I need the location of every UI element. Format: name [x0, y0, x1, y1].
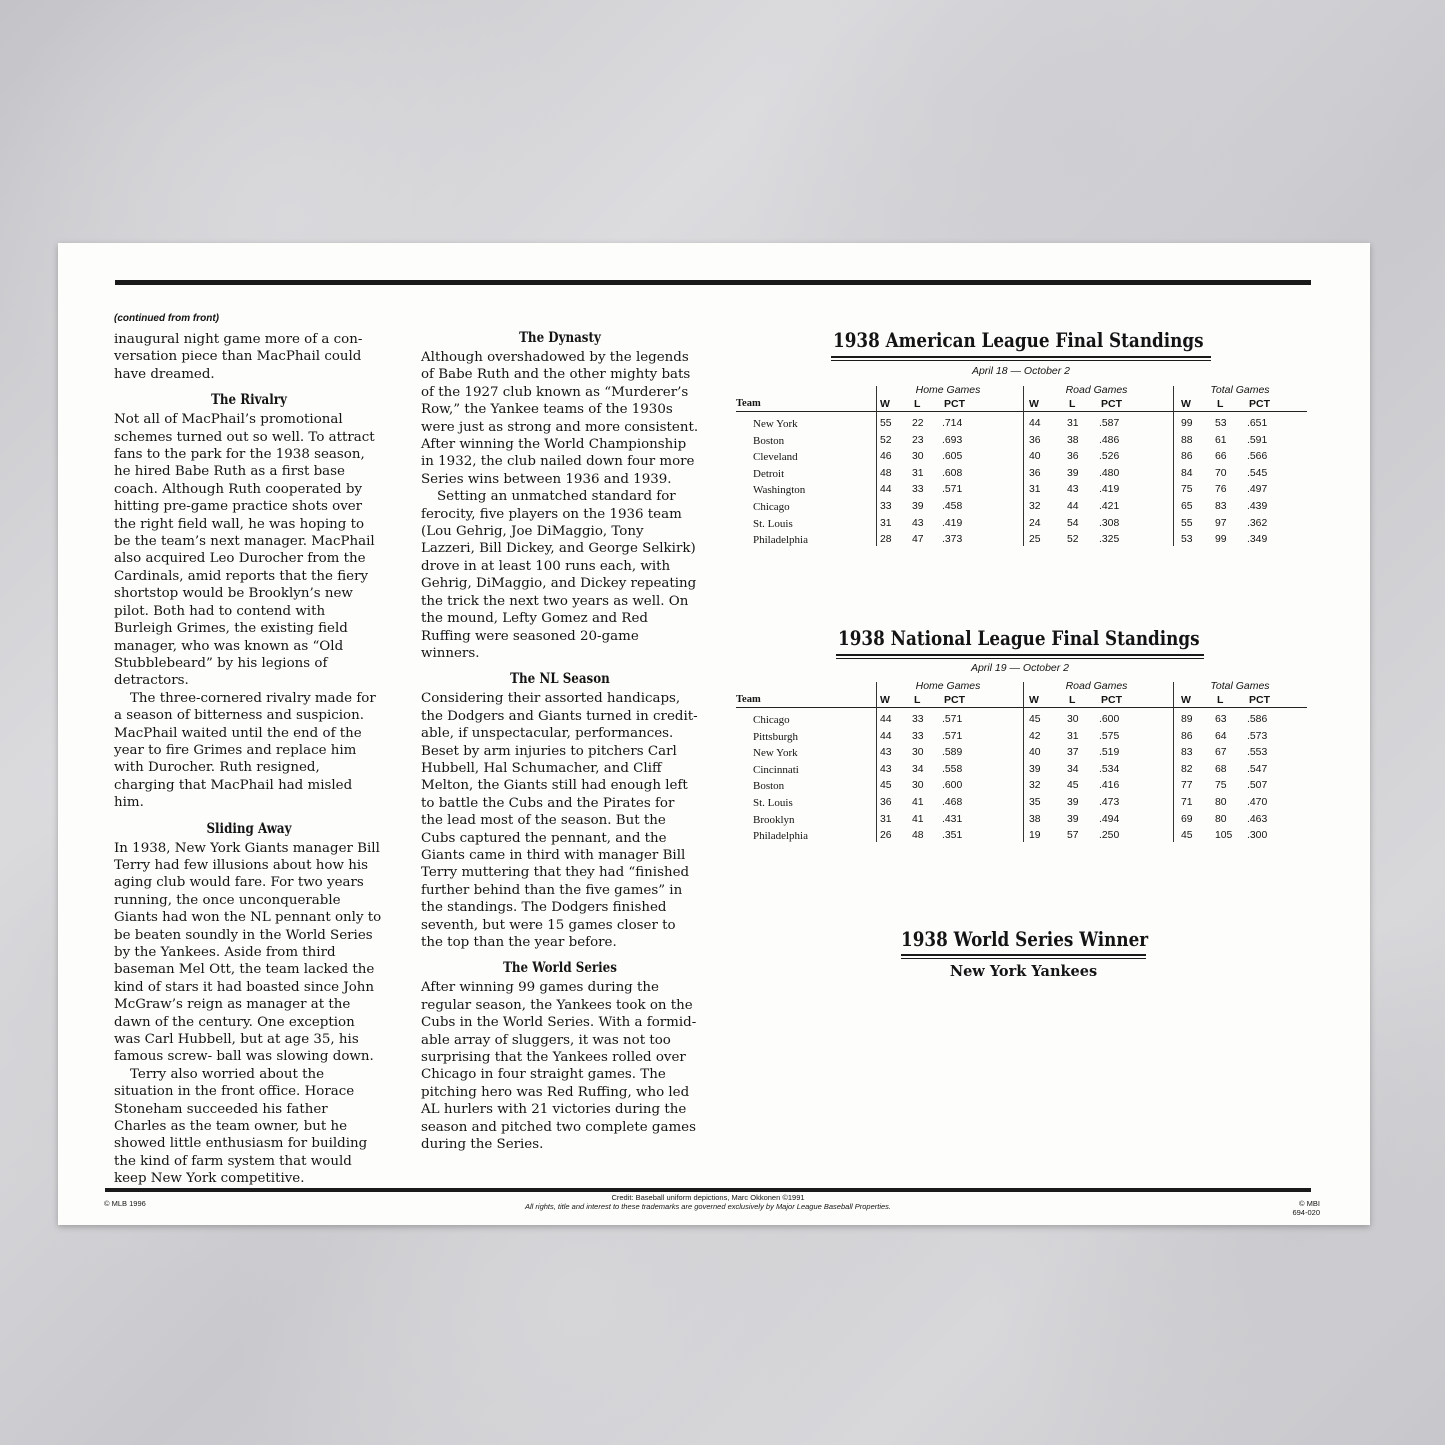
w-cell: 43 — [880, 747, 892, 759]
pct-cell: .566 — [1247, 451, 1268, 463]
footer-right — [1278, 1199, 1320, 1217]
l-cell: 47 — [912, 534, 924, 546]
team-name: Cleveland — [753, 451, 798, 464]
w-cell: 99 — [1181, 418, 1193, 429]
pct-cell: .497 — [1247, 484, 1268, 496]
total-w-header: W — [1181, 694, 1191, 706]
pct-cell: .470 — [1247, 797, 1268, 808]
w-cell: 55 — [880, 418, 892, 429]
w-cell: 19 — [1029, 830, 1041, 842]
footer-copyright-mbi: © MBI — [1299, 1199, 1320, 1208]
dynasty-heading: The Dynasty — [519, 330, 601, 346]
team-name: Chicago — [753, 714, 790, 726]
pct-cell: .714 — [942, 418, 963, 429]
w-cell: 82 — [1181, 763, 1193, 775]
w-cell: 44 — [880, 484, 892, 496]
l-cell: 39 — [1067, 797, 1079, 808]
column-divider — [1023, 682, 1024, 842]
pct-cell: .439 — [1247, 501, 1268, 512]
pct-cell: .605 — [942, 451, 963, 463]
l-cell: 105 — [1215, 830, 1233, 842]
w-cell: 39 — [1029, 763, 1041, 775]
column-divider — [1173, 386, 1174, 546]
road-games-header: Road Games — [1065, 384, 1128, 396]
total-pct-header: PCT — [1249, 694, 1270, 706]
w-cell: 32 — [1029, 501, 1041, 512]
total-w-header: W — [1181, 398, 1191, 410]
pct-cell: .431 — [942, 813, 963, 825]
w-cell: 46 — [880, 451, 892, 463]
w-cell: 89 — [1181, 714, 1193, 725]
w-cell: 42 — [1029, 730, 1041, 742]
world-series-heading: The World Series — [503, 960, 617, 977]
middle-text-column — [421, 329, 699, 1153]
w-cell: 77 — [1181, 780, 1193, 792]
pct-cell: .519 — [1099, 747, 1120, 759]
dynasty-paragraph-2: Setting an unmatched standard for ferocity, five players on the 1936 team (Lou Gehrig, Joe DiMaggio, Tony Lazzeri, Bill Dickey, and George Selkirk) drove in at least 100 runs each, with Gehrig, DiMaggio, and Dickey repeating the trick the next two years as well. On the mound, Lefty Gomez and Red Ruffing were seasoned 20-game winners. — [421, 489, 697, 661]
pct-cell: .300 — [1247, 830, 1268, 842]
world-series-winner-name: New York Yankees — [949, 963, 1098, 980]
team-name: St. Louis — [753, 517, 793, 530]
l-cell: 23 — [912, 434, 924, 446]
sliding-away-heading: Sliding Away — [206, 820, 292, 837]
w-cell: 75 — [1181, 484, 1193, 496]
al-standings-title: 1938 American League Final Standings — [833, 328, 1204, 352]
pct-cell: .468 — [942, 797, 963, 808]
w-cell: 84 — [1181, 467, 1193, 479]
team-name: Philadelphia — [753, 534, 808, 547]
team-name: Cincinnati — [753, 763, 799, 776]
w-cell: 45 — [880, 780, 892, 792]
total-pct-header: PCT — [1249, 398, 1270, 410]
road-w-header: W — [1029, 398, 1039, 410]
pct-cell: .473 — [1099, 797, 1120, 808]
al-dates: April 18 — October 2 — [971, 365, 1071, 377]
l-cell: 66 — [1215, 451, 1227, 463]
w-cell: 38 — [1029, 813, 1041, 825]
pct-cell: .486 — [1099, 434, 1120, 446]
w-cell: 55 — [1181, 517, 1193, 529]
dynasty-paragraph-1: Although overshadowed by the legends of Babe Ruth and the other mighty bats of the 1927 club known as “Murderer’s Row,” the Yankee teams of the 1930s were just as strong and more consistent. After winning the World Championship in 1932, the club nailed down four more Series wins between 1936 and 1939. — [421, 350, 699, 487]
pct-cell: .558 — [942, 763, 963, 775]
pct-cell: .575 — [1099, 730, 1120, 742]
w-cell: 43 — [880, 763, 892, 775]
l-cell: 52 — [1067, 534, 1079, 546]
w-cell: 45 — [1181, 830, 1193, 842]
pct-cell: .571 — [942, 484, 963, 496]
w-cell: 36 — [880, 797, 892, 808]
home-games-header: Home Games — [915, 680, 981, 692]
top-rule — [115, 280, 1311, 285]
l-cell: 36 — [1067, 451, 1079, 463]
pct-cell: .250 — [1099, 830, 1120, 842]
l-cell: 99 — [1215, 534, 1227, 546]
pct-cell: .571 — [942, 714, 963, 725]
pct-cell: .526 — [1099, 451, 1120, 463]
column-divider — [876, 386, 877, 546]
team-name: Boston — [753, 434, 785, 447]
bottom-rule — [105, 1188, 1311, 1192]
w-cell: 44 — [1029, 418, 1041, 429]
w-cell: 32 — [1029, 780, 1041, 792]
w-cell: 86 — [1181, 730, 1193, 742]
nl-standings-table — [736, 680, 1311, 850]
l-cell: 39 — [1067, 813, 1079, 825]
pct-cell: .571 — [942, 730, 963, 742]
l-cell: 57 — [1067, 830, 1079, 842]
w-cell: 83 — [1181, 747, 1193, 759]
w-cell: 52 — [880, 434, 892, 446]
road-l-header: L — [1069, 398, 1076, 410]
continued-note: (continued from front) — [114, 313, 219, 324]
pct-cell: .545 — [1247, 467, 1268, 479]
l-cell: 31 — [912, 467, 924, 479]
w-cell: 53 — [1181, 534, 1193, 546]
home-pct-header: PCT — [944, 694, 965, 706]
l-cell: 67 — [1215, 747, 1227, 759]
footer-credit-line: Credit: Baseball uniform depictions, Marc Okkonen ©1991 — [611, 1193, 805, 1202]
footer-code: 694-020 — [1292, 1208, 1320, 1217]
l-cell: 38 — [1067, 434, 1079, 446]
al-title-rule — [831, 356, 1211, 358]
nl-season-heading: The NL Season — [510, 671, 610, 688]
l-cell: 80 — [1215, 813, 1227, 825]
w-cell: 31 — [880, 813, 892, 825]
intro-paragraph: inaugural night game more of a con- versation piece than MacPhail could have dreamed. — [114, 332, 363, 382]
document-sheet — [58, 243, 1370, 1225]
pct-cell: .589 — [942, 747, 963, 759]
team-name: Philadelphia — [753, 830, 808, 843]
total-games-header: Total Games — [1210, 680, 1270, 692]
l-cell: 54 — [1067, 517, 1079, 529]
l-cell: 41 — [912, 797, 924, 808]
l-cell: 80 — [1215, 797, 1227, 808]
l-cell: 75 — [1215, 780, 1227, 792]
team-name: Boston — [753, 780, 785, 793]
team-header: Team — [736, 694, 761, 705]
total-games-header: Total Games — [1210, 384, 1270, 396]
w-cell: 40 — [1029, 451, 1041, 463]
sliding-away-paragraph-2: Terry also worried about the situation in the front office. Horace Stoneham succeeded his father Charles as the team owner, but he showed little enthusiasm for building the kind of farm system that would keep New York competitive. — [114, 1066, 368, 1187]
pct-cell: .693 — [942, 434, 963, 446]
l-cell: 43 — [912, 517, 924, 529]
w-cell: 24 — [1029, 517, 1041, 529]
road-w-header: W — [1029, 694, 1039, 706]
column-divider — [876, 682, 877, 842]
w-cell: 31 — [1029, 484, 1041, 496]
pct-cell: .608 — [942, 467, 963, 479]
footer-copyright-mlb: © MLB 1996 — [104, 1199, 146, 1208]
pct-cell: .421 — [1099, 501, 1120, 512]
team-name: Washington — [753, 484, 806, 497]
l-cell: 41 — [912, 813, 924, 825]
road-l-header: L — [1069, 694, 1076, 706]
l-cell: 30 — [912, 747, 924, 759]
team-name: New York — [753, 747, 798, 760]
l-cell: 43 — [1067, 484, 1079, 496]
w-cell: 45 — [1029, 714, 1041, 725]
w-cell: 88 — [1181, 434, 1193, 446]
l-cell: 34 — [912, 763, 924, 775]
l-cell: 39 — [1067, 467, 1079, 479]
l-cell: 30 — [912, 451, 924, 463]
home-l-header: L — [914, 694, 921, 706]
pct-cell: .458 — [942, 501, 963, 512]
rivalry-paragraph-1: Not all of MacPhail’s promotional schemes turned out so well. To attract fans to the park for the 1938 season, he hired Babe Ruth as a first base coach. Although Ruth cooperated by hitting pre-game practice shots over the right field wall, he was hoping to be the team’s next manager. MacPhail also acquired Leo Durocher from the Cardinals, amid reports that the fiery shortstop would be Brooklyn’s new pilot. Both had to contend with Burleigh Grimes, the existing field manager, who was known as “Old Stubblebeard” by his legions of detractors. — [114, 412, 375, 689]
road-pct-header: PCT — [1101, 398, 1122, 410]
pct-cell: .600 — [1099, 714, 1120, 725]
pct-cell: .463 — [1247, 813, 1268, 825]
pct-cell: .308 — [1099, 517, 1120, 529]
pct-cell: .573 — [1247, 730, 1268, 742]
w-cell: 31 — [880, 517, 892, 529]
l-cell: 33 — [912, 714, 924, 725]
w-cell: 86 — [1181, 451, 1193, 463]
nl-title-rule-2 — [836, 658, 1204, 659]
pct-cell: .351 — [942, 830, 963, 842]
w-cell: 44 — [880, 730, 892, 742]
pct-cell: .547 — [1247, 763, 1268, 775]
w-cell: 40 — [1029, 747, 1041, 759]
l-cell: 31 — [1067, 418, 1079, 429]
l-cell: 34 — [1067, 763, 1079, 775]
w-cell: 35 — [1029, 797, 1041, 808]
pct-cell: .362 — [1247, 517, 1268, 529]
nl-standings-title: 1938 National League Final Standings — [838, 626, 1200, 650]
l-cell: 33 — [912, 484, 924, 496]
column-divider — [1023, 386, 1024, 546]
world-series-paragraph: After winning 99 games during the regular season, the Yankees took on the Cubs in the World Series. With a formid- able array of sluggers, it was not too surprising that the Yankees rolled over Chicago in four straight games. The pitching hero was Red Ruffing, who led AL hurlers with 21 victories during the season and pitched two complete games during the Series. — [421, 980, 697, 1153]
l-cell: 31 — [1067, 730, 1079, 742]
w-cell: 33 — [880, 501, 892, 512]
road-games-header: Road Games — [1065, 680, 1128, 692]
header-rule — [736, 411, 1307, 412]
pct-cell: .325 — [1099, 534, 1120, 546]
pct-cell: .591 — [1247, 434, 1268, 446]
pct-cell: .600 — [942, 780, 963, 792]
rivalry-paragraph-2: The three-cornered rivalry made for a season of bitterness and suspicion. MacPhail waited until the end of the year to fire Grimes and replace him with Durocher. Ruth resigned, charging that MacPhail had misled him. — [114, 690, 376, 811]
l-cell: 83 — [1215, 501, 1227, 512]
pct-cell: .507 — [1247, 780, 1268, 792]
al-title-rule-2 — [831, 360, 1211, 361]
l-cell: 39 — [912, 501, 924, 512]
road-pct-header: PCT — [1101, 694, 1122, 706]
ws-title-rule-2 — [901, 958, 1146, 959]
al-standings-table — [736, 384, 1311, 554]
nl-title-rule — [836, 654, 1204, 656]
l-cell: 76 — [1215, 484, 1227, 496]
team-name: Chicago — [753, 501, 790, 513]
w-cell: 44 — [880, 714, 892, 725]
team-name: Detroit — [753, 467, 785, 480]
total-l-header: L — [1217, 398, 1224, 410]
sliding-away-paragraph-1: In 1938, New York Giants manager Bill Terry had few illusions about how his aging club would fare. For two years running, the once unconquerable Giants had won the NL pennant only to be beaten soundly in the World Series by the Yankees. Aside from third baseman Mel Ott, the team lacked the kind of stars it had boasted since John McGraw’s reign as manager at the dawn of the century. One exception was Carl Hubbell, but at age 35, his famous screw- ball was slowing down. — [114, 840, 382, 1065]
header-rule — [736, 707, 1307, 708]
pct-cell: .586 — [1247, 714, 1268, 725]
team-name: Pittsburgh — [753, 730, 799, 743]
l-cell: 45 — [1067, 780, 1079, 792]
pct-cell: .480 — [1099, 467, 1120, 479]
home-w-header: W — [880, 398, 890, 410]
l-cell: 48 — [912, 830, 924, 842]
rivalry-heading: The Rivalry — [211, 392, 287, 409]
left-text-column — [114, 313, 384, 1188]
w-cell: 25 — [1029, 534, 1041, 546]
pct-cell: .416 — [1099, 780, 1120, 792]
team-name: Brooklyn — [753, 813, 795, 826]
team-header: Team — [736, 398, 761, 409]
w-cell: 36 — [1029, 434, 1041, 446]
pct-cell: .419 — [942, 517, 963, 529]
l-cell: 68 — [1215, 763, 1227, 775]
pct-cell: .419 — [1099, 484, 1120, 496]
footer-rights-line: All rights, title and interest to these trademarks are governed exclusively by Major League Baseball Properties. — [524, 1202, 892, 1211]
w-cell: 71 — [1181, 797, 1193, 808]
nl-dates: April 19 — October 2 — [970, 662, 1070, 674]
pct-cell: .553 — [1247, 747, 1268, 759]
l-cell: 53 — [1215, 418, 1227, 429]
l-cell: 97 — [1215, 517, 1227, 529]
nl-season-paragraph: Considering their assorted handicaps, the Dodgers and Giants turned in credit- able, if unspectacular, performances. Beset by arm injuries to pitchers Carl Hubbell, Hal Schumacher, and Cliff Melton, the Giants still had enough left to battle the Cubs and the Pirates for the lead most of the season. But the Cubs captured the pennant, and the Giants came in third with manager Bill Terry muttering that they had “finished further behind than the five games” in the standings. The Dodgers finished seventh, but were 15 games closer to the top than the year before. — [421, 691, 698, 950]
l-cell: 44 — [1067, 501, 1079, 512]
pct-cell: .494 — [1099, 813, 1120, 825]
l-cell: 33 — [912, 730, 924, 742]
pct-cell: .587 — [1099, 418, 1120, 429]
l-cell: 70 — [1215, 467, 1227, 479]
w-cell: 28 — [880, 534, 892, 546]
team-name: St. Louis — [753, 797, 793, 809]
team-name: New York — [753, 418, 798, 430]
w-cell: 48 — [880, 467, 892, 479]
l-cell: 64 — [1215, 730, 1227, 742]
w-cell: 26 — [880, 830, 892, 842]
l-cell: 22 — [912, 418, 924, 429]
l-cell: 30 — [1067, 714, 1079, 725]
ws-title-rule — [901, 954, 1146, 956]
w-cell: 69 — [1181, 813, 1193, 825]
w-cell: 65 — [1181, 501, 1193, 512]
l-cell: 61 — [1215, 434, 1227, 446]
footer-credit — [358, 1193, 1058, 1211]
column-divider — [1173, 682, 1174, 842]
total-l-header: L — [1217, 694, 1224, 706]
w-cell: 36 — [1029, 467, 1041, 479]
home-l-header: L — [914, 398, 921, 410]
world-series-winner-title: 1938 World Series Winner — [901, 927, 1149, 951]
pct-cell: .534 — [1099, 763, 1120, 775]
home-games-header: Home Games — [915, 384, 981, 396]
l-cell: 30 — [912, 780, 924, 792]
home-pct-header: PCT — [944, 398, 965, 410]
l-cell: 63 — [1215, 714, 1227, 725]
home-w-header: W — [880, 694, 890, 706]
pct-cell: .349 — [1247, 534, 1268, 546]
l-cell: 37 — [1067, 747, 1079, 759]
pct-cell: .651 — [1247, 418, 1268, 429]
pct-cell: .373 — [942, 534, 963, 546]
